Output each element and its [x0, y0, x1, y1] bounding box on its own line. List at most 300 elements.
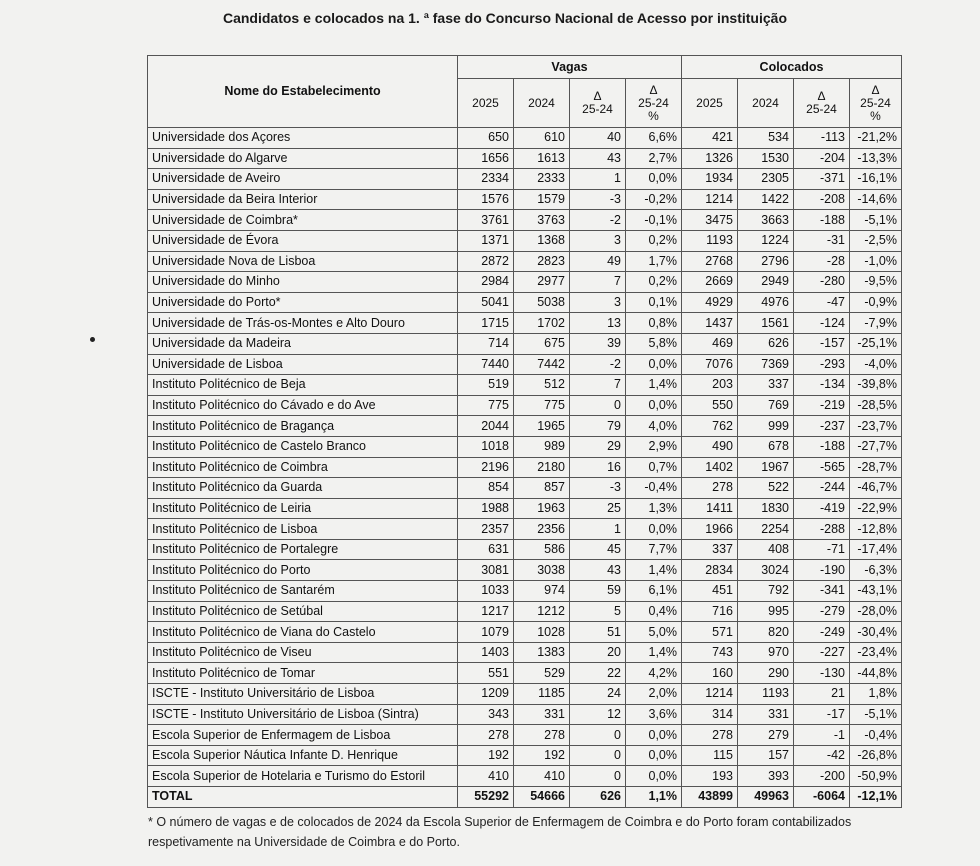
- value-cell: 2984: [458, 272, 514, 293]
- value-cell: 1967: [738, 457, 794, 478]
- value-cell: 1,3%: [626, 498, 682, 519]
- value-cell: -219: [794, 395, 850, 416]
- value-cell: -188: [794, 210, 850, 231]
- value-cell: 4929: [682, 292, 738, 313]
- value-cell: -28: [794, 251, 850, 272]
- value-cell: 1: [570, 169, 626, 190]
- value-cell: 59: [570, 581, 626, 602]
- value-cell: 410: [458, 766, 514, 787]
- institution-name-cell: Universidade do Minho: [148, 272, 458, 293]
- value-cell: 1715: [458, 313, 514, 334]
- table-row: [148, 684, 902, 705]
- value-cell: 775: [514, 395, 570, 416]
- value-cell: 25: [570, 498, 626, 519]
- value-cell: 49: [570, 251, 626, 272]
- value-cell: 1530: [738, 148, 794, 169]
- value-cell: 762: [682, 416, 738, 437]
- value-cell: 408: [738, 539, 794, 560]
- table-row: [148, 478, 902, 499]
- institution-name-cell: Universidade da Madeira: [148, 333, 458, 354]
- value-cell: 0,2%: [626, 230, 682, 251]
- value-cell: -249: [794, 622, 850, 643]
- value-cell: -371: [794, 169, 850, 190]
- value-cell: 314: [682, 704, 738, 725]
- value-cell: -28,0%: [850, 601, 902, 622]
- value-cell: 160: [682, 663, 738, 684]
- value-cell: 1383: [514, 642, 570, 663]
- institution-name-cell: Instituto Politécnico do Porto: [148, 560, 458, 581]
- table-row: [148, 457, 902, 478]
- institution-name-cell: Instituto Politécnico de Setúbal: [148, 601, 458, 622]
- value-cell: 1656: [458, 148, 514, 169]
- header-vagas-2025: 2025: [458, 79, 514, 128]
- value-cell: -124: [794, 313, 850, 334]
- value-cell: 278: [682, 478, 738, 499]
- institution-name-cell: Universidade de Lisboa: [148, 354, 458, 375]
- value-cell: -4,0%: [850, 354, 902, 375]
- value-cell: 519: [458, 375, 514, 396]
- value-cell: 5,0%: [626, 622, 682, 643]
- value-cell: 4,0%: [626, 416, 682, 437]
- value-cell: 1193: [682, 230, 738, 251]
- value-cell: -237: [794, 416, 850, 437]
- value-cell: 43: [570, 560, 626, 581]
- value-cell: 820: [738, 622, 794, 643]
- table-row: [148, 539, 902, 560]
- value-cell: 1963: [514, 498, 570, 519]
- value-cell: -5,1%: [850, 210, 902, 231]
- value-cell: -12,1%: [850, 787, 902, 808]
- table-row: [148, 663, 902, 684]
- value-cell: 2196: [458, 457, 514, 478]
- value-cell: 7440: [458, 354, 514, 375]
- value-cell: 0,0%: [626, 519, 682, 540]
- table-row: [148, 333, 902, 354]
- value-cell: 337: [682, 539, 738, 560]
- value-cell: 451: [682, 581, 738, 602]
- value-cell: -17,4%: [850, 539, 902, 560]
- value-cell: -280: [794, 272, 850, 293]
- value-cell: 279: [738, 725, 794, 746]
- value-cell: 2254: [738, 519, 794, 540]
- institution-name-cell: Universidade de Trás-os-Montes e Alto Douro: [148, 313, 458, 334]
- value-cell: 1830: [738, 498, 794, 519]
- institution-name-cell: Instituto Politécnico de Leiria: [148, 498, 458, 519]
- value-cell: 3: [570, 292, 626, 313]
- institution-name-cell: Instituto Politécnico do Cávado e do Ave: [148, 395, 458, 416]
- value-cell: -17: [794, 704, 850, 725]
- value-cell: -25,1%: [850, 333, 902, 354]
- value-cell: 7076: [682, 354, 738, 375]
- header-vagas-pct: Δ 25-24 %: [626, 79, 682, 128]
- value-cell: -39,8%: [850, 375, 902, 396]
- value-cell: 2872: [458, 251, 514, 272]
- value-cell: 989: [514, 436, 570, 457]
- value-cell: 1028: [514, 622, 570, 643]
- value-cell: 1214: [682, 189, 738, 210]
- value-cell: 0,0%: [626, 354, 682, 375]
- value-cell: 2977: [514, 272, 570, 293]
- value-cell: 1579: [514, 189, 570, 210]
- value-cell: 278: [514, 725, 570, 746]
- value-cell: 1576: [458, 189, 514, 210]
- value-cell: 716: [682, 601, 738, 622]
- value-cell: 2949: [738, 272, 794, 293]
- institution-name-cell: Universidade de Évora: [148, 230, 458, 251]
- value-cell: 337: [738, 375, 794, 396]
- page-title: Candidatos e colocados na 1. ª fase do Concurso Nacional de Acesso por instituição: [222, 10, 787, 26]
- value-cell: -22,9%: [850, 498, 902, 519]
- header-colocados-delta: Δ 25-24: [794, 79, 850, 128]
- value-cell: 2333: [514, 169, 570, 190]
- institution-name-cell: TOTAL: [148, 787, 458, 808]
- value-cell: -1: [794, 725, 850, 746]
- value-cell: 21: [794, 684, 850, 705]
- value-cell: 51: [570, 622, 626, 643]
- value-cell: 7: [570, 272, 626, 293]
- value-cell: 7442: [514, 354, 570, 375]
- value-cell: 13: [570, 313, 626, 334]
- value-cell: -279: [794, 601, 850, 622]
- value-cell: 675: [514, 333, 570, 354]
- value-cell: -565: [794, 457, 850, 478]
- value-cell: -2: [570, 354, 626, 375]
- institution-name-cell: Instituto Politécnico de Santarém: [148, 581, 458, 602]
- institution-name-cell: Universidade de Aveiro: [148, 169, 458, 190]
- value-cell: 3663: [738, 210, 794, 231]
- value-cell: 490: [682, 436, 738, 457]
- value-cell: 1402: [682, 457, 738, 478]
- value-cell: 3475: [682, 210, 738, 231]
- value-cell: 1422: [738, 189, 794, 210]
- value-cell: 6,6%: [626, 128, 682, 149]
- value-cell: 1224: [738, 230, 794, 251]
- value-cell: 1368: [514, 230, 570, 251]
- value-cell: 857: [514, 478, 570, 499]
- institution-name-cell: Escola Superior Náutica Infante D. Henrique: [148, 745, 458, 766]
- value-cell: -288: [794, 519, 850, 540]
- value-cell: 0,0%: [626, 169, 682, 190]
- value-cell: 0: [570, 766, 626, 787]
- value-cell: -30,4%: [850, 622, 902, 643]
- value-cell: 1,4%: [626, 375, 682, 396]
- value-cell: -16,1%: [850, 169, 902, 190]
- institution-name-cell: Universidade de Coimbra*: [148, 210, 458, 231]
- value-cell: 193: [682, 766, 738, 787]
- value-cell: -27,7%: [850, 436, 902, 457]
- value-cell: 631: [458, 539, 514, 560]
- value-cell: 290: [738, 663, 794, 684]
- value-cell: 421: [682, 128, 738, 149]
- institution-name-cell: Escola Superior de Hotelaria e Turismo do Estoril: [148, 766, 458, 787]
- value-cell: -293: [794, 354, 850, 375]
- table-row: [148, 560, 902, 581]
- value-cell: -13,3%: [850, 148, 902, 169]
- institution-name-cell: Instituto Politécnico de Tomar: [148, 663, 458, 684]
- value-cell: -2: [570, 210, 626, 231]
- header-name: Nome do Estabelecimento: [148, 56, 458, 128]
- value-cell: -31: [794, 230, 850, 251]
- value-cell: -0,2%: [626, 189, 682, 210]
- value-cell: -28,5%: [850, 395, 902, 416]
- institution-name-cell: Universidade dos Açores: [148, 128, 458, 149]
- value-cell: 0,0%: [626, 725, 682, 746]
- value-cell: -42: [794, 745, 850, 766]
- value-cell: 39: [570, 333, 626, 354]
- table-row: [148, 642, 902, 663]
- value-cell: 2,9%: [626, 436, 682, 457]
- value-cell: -5,1%: [850, 704, 902, 725]
- value-cell: -71: [794, 539, 850, 560]
- value-cell: 512: [514, 375, 570, 396]
- value-cell: 1018: [458, 436, 514, 457]
- value-cell: 551: [458, 663, 514, 684]
- value-cell: 2044: [458, 416, 514, 437]
- header-colocados: Colocados: [682, 56, 902, 79]
- value-cell: -50,9%: [850, 766, 902, 787]
- value-cell: 1966: [682, 519, 738, 540]
- value-cell: 534: [738, 128, 794, 149]
- value-cell: 1185: [514, 684, 570, 705]
- header-colocados-pct: Δ 25-24 %: [850, 79, 902, 128]
- value-cell: 2,0%: [626, 684, 682, 705]
- value-cell: 571: [682, 622, 738, 643]
- value-cell: 1,7%: [626, 251, 682, 272]
- table-row: [148, 354, 902, 375]
- value-cell: 2768: [682, 251, 738, 272]
- value-cell: 1934: [682, 169, 738, 190]
- value-cell: 79: [570, 416, 626, 437]
- value-cell: 43: [570, 148, 626, 169]
- value-cell: 5038: [514, 292, 570, 313]
- value-cell: 5: [570, 601, 626, 622]
- value-cell: 24: [570, 684, 626, 705]
- value-cell: 3761: [458, 210, 514, 231]
- value-cell: 2334: [458, 169, 514, 190]
- value-cell: -43,1%: [850, 581, 902, 602]
- value-cell: 586: [514, 539, 570, 560]
- value-cell: 626: [738, 333, 794, 354]
- value-cell: 192: [458, 745, 514, 766]
- header-colocados-2024: 2024: [738, 79, 794, 128]
- value-cell: 1,8%: [850, 684, 902, 705]
- value-cell: 3763: [514, 210, 570, 231]
- table-row: [148, 416, 902, 437]
- value-cell: 1: [570, 519, 626, 540]
- value-cell: 2305: [738, 169, 794, 190]
- value-cell: 7369: [738, 354, 794, 375]
- value-cell: 1411: [682, 498, 738, 519]
- value-cell: 1437: [682, 313, 738, 334]
- value-cell: 6,1%: [626, 581, 682, 602]
- table-row: [148, 704, 902, 725]
- value-cell: 278: [458, 725, 514, 746]
- value-cell: 0,8%: [626, 313, 682, 334]
- table-row: [148, 272, 902, 293]
- value-cell: 410: [514, 766, 570, 787]
- value-cell: 4,2%: [626, 663, 682, 684]
- table-row: [148, 766, 902, 787]
- value-cell: 115: [682, 745, 738, 766]
- value-cell: 0: [570, 745, 626, 766]
- value-cell: 20: [570, 642, 626, 663]
- header-colocados-2025: 2025: [682, 79, 738, 128]
- institution-name-cell: Instituto Politécnico de Castelo Branco: [148, 436, 458, 457]
- value-cell: -0,1%: [626, 210, 682, 231]
- value-cell: 0,0%: [626, 766, 682, 787]
- value-cell: 1371: [458, 230, 514, 251]
- institution-name-cell: Universidade do Algarve: [148, 148, 458, 169]
- value-cell: -44,8%: [850, 663, 902, 684]
- value-cell: 157: [738, 745, 794, 766]
- header-vagas: Vagas: [458, 56, 682, 79]
- header-vagas-2024: 2024: [514, 79, 570, 128]
- value-cell: -9,5%: [850, 272, 902, 293]
- value-cell: 22: [570, 663, 626, 684]
- value-cell: 522: [738, 478, 794, 499]
- value-cell: -3: [570, 478, 626, 499]
- value-cell: -0,4%: [626, 478, 682, 499]
- value-cell: 650: [458, 128, 514, 149]
- value-cell: 45: [570, 539, 626, 560]
- table-row: [148, 745, 902, 766]
- value-cell: -204: [794, 148, 850, 169]
- value-cell: 343: [458, 704, 514, 725]
- value-cell: 1702: [514, 313, 570, 334]
- table-row: [148, 169, 902, 190]
- table-row: [148, 128, 902, 149]
- value-cell: 1,4%: [626, 642, 682, 663]
- value-cell: 775: [458, 395, 514, 416]
- value-cell: -12,8%: [850, 519, 902, 540]
- value-cell: 331: [738, 704, 794, 725]
- value-cell: -3: [570, 189, 626, 210]
- value-cell: 529: [514, 663, 570, 684]
- value-cell: 2834: [682, 560, 738, 581]
- value-cell: -130: [794, 663, 850, 684]
- table-row: [148, 148, 902, 169]
- value-cell: 1193: [738, 684, 794, 705]
- value-cell: 3038: [514, 560, 570, 581]
- table-row: [148, 622, 902, 643]
- table-row: [148, 498, 902, 519]
- value-cell: 0,1%: [626, 292, 682, 313]
- value-cell: 743: [682, 642, 738, 663]
- value-cell: -47: [794, 292, 850, 313]
- value-cell: 1217: [458, 601, 514, 622]
- footnote-line2: respetivamente na Universidade de Coimbra e do Porto.: [148, 835, 460, 849]
- value-cell: 2823: [514, 251, 570, 272]
- value-cell: 278: [682, 725, 738, 746]
- value-cell: 1988: [458, 498, 514, 519]
- value-cell: 4976: [738, 292, 794, 313]
- value-cell: 1212: [514, 601, 570, 622]
- institution-name-cell: Instituto Politécnico de Portalegre: [148, 539, 458, 560]
- table-row: [148, 230, 902, 251]
- value-cell: 1965: [514, 416, 570, 437]
- value-cell: -1,0%: [850, 251, 902, 272]
- value-cell: 970: [738, 642, 794, 663]
- value-cell: -6,3%: [850, 560, 902, 581]
- value-cell: 2669: [682, 272, 738, 293]
- value-cell: -113: [794, 128, 850, 149]
- institution-name-cell: Instituto Politécnico de Viseu: [148, 642, 458, 663]
- value-cell: 1079: [458, 622, 514, 643]
- value-cell: 469: [682, 333, 738, 354]
- institution-name-cell: Instituto Politécnico de Viana do Castelo: [148, 622, 458, 643]
- value-cell: 54666: [514, 787, 570, 808]
- value-cell: 714: [458, 333, 514, 354]
- value-cell: -0,9%: [850, 292, 902, 313]
- value-cell: -0,4%: [850, 725, 902, 746]
- value-cell: 678: [738, 436, 794, 457]
- table-row: [148, 436, 902, 457]
- value-cell: 2357: [458, 519, 514, 540]
- value-cell: -208: [794, 189, 850, 210]
- value-cell: 610: [514, 128, 570, 149]
- footnote-mark: *: [148, 815, 153, 829]
- value-cell: -7,9%: [850, 313, 902, 334]
- value-cell: 0,7%: [626, 457, 682, 478]
- value-cell: 1326: [682, 148, 738, 169]
- value-cell: -6064: [794, 787, 850, 808]
- value-cell: 0,2%: [626, 272, 682, 293]
- value-cell: 29: [570, 436, 626, 457]
- value-cell: 0,0%: [626, 745, 682, 766]
- value-cell: 1613: [514, 148, 570, 169]
- value-cell: 0,0%: [626, 395, 682, 416]
- value-cell: 3081: [458, 560, 514, 581]
- value-cell: 1214: [682, 684, 738, 705]
- institution-name-cell: Escola Superior de Enfermagem de Lisboa: [148, 725, 458, 746]
- institutions-table: [147, 55, 902, 808]
- value-cell: 3024: [738, 560, 794, 581]
- table-row: [148, 375, 902, 396]
- value-cell: 7: [570, 375, 626, 396]
- value-cell: 331: [514, 704, 570, 725]
- institution-name-cell: Instituto Politécnico de Bragança: [148, 416, 458, 437]
- value-cell: 2356: [514, 519, 570, 540]
- value-cell: 5,8%: [626, 333, 682, 354]
- footnote: [148, 812, 928, 852]
- value-cell: 3,6%: [626, 704, 682, 725]
- value-cell: 854: [458, 478, 514, 499]
- value-cell: -419: [794, 498, 850, 519]
- table-total-row: [148, 787, 902, 808]
- institution-name-cell: Instituto Politécnico de Beja: [148, 375, 458, 396]
- value-cell: -21,2%: [850, 128, 902, 149]
- institution-name-cell: Universidade do Porto*: [148, 292, 458, 313]
- value-cell: 5041: [458, 292, 514, 313]
- value-cell: 0,4%: [626, 601, 682, 622]
- table-row: [148, 189, 902, 210]
- table-row: [148, 581, 902, 602]
- table-row: [148, 395, 902, 416]
- table-row: [148, 251, 902, 272]
- value-cell: 12: [570, 704, 626, 725]
- value-cell: -2,5%: [850, 230, 902, 251]
- value-cell: 7,7%: [626, 539, 682, 560]
- value-cell: 203: [682, 375, 738, 396]
- value-cell: 550: [682, 395, 738, 416]
- value-cell: 0: [570, 725, 626, 746]
- value-cell: 1403: [458, 642, 514, 663]
- value-cell: 3: [570, 230, 626, 251]
- value-cell: 2180: [514, 457, 570, 478]
- bullet-dot: [90, 337, 95, 342]
- table-row: [148, 313, 902, 334]
- value-cell: 1,1%: [626, 787, 682, 808]
